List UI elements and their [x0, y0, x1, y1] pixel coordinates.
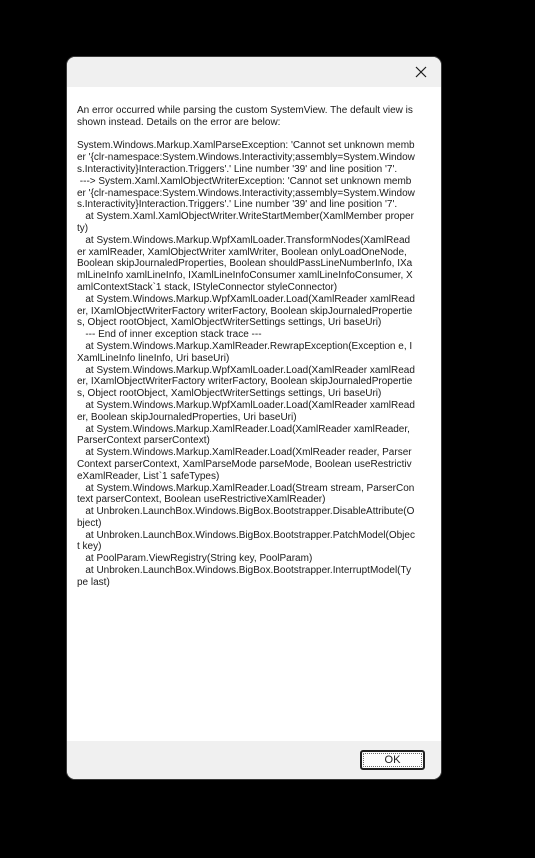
dialog-footer: [67, 741, 441, 779]
error-message: An error occurred while parsing the custom SystemView. The default view is shown instead. Details on the error are below: System.Windows.Markup.XamlParseException: 'Cannot set unknown member '{clr-namespace:System.Windows.Interactivity;assembly=System.Windows.Interactivity}Interaction.Triggers'.' Line number '39' and line position '7'. ---> System.Xaml.XamlObjectWriterException: 'Cannot set unknown member '{clr-namespace:System.Windows.Interactivity;assembly=System.Windows.Interactivity}Interaction.Triggers'.' Line number '39' and line position '7'. at System.Xaml.XamlObjectWriter.WriteStartMember(XamlMember property) at System.Windows.Markup.WpfXamlLoader.TransformNodes(XamlReader xamlReader, XamlObjectWriter xamlWriter, Boolean onlyLoadOneNode, Boolean skipJournaledProperties, Boolean shouldPassLineNumberInfo, IXamlLineInfo xamlLineInfo, IXamlLineInfoConsumer xamlLineInfoConsumer, XamlContextStack`1 stack, IStyleConnector styleConnector) at System.Windows.Markup.WpfXamlLoader.Load(XamlReader xamlReader, IXamlObjectWriterFactory writerFactory, Boolean skipJournaledProperties, Object rootObject, XamlObjectWriterSettings settings, Uri baseUri) --- End of inner exception stack trace --- at System.Windows.Markup.XamlReader.RewrapException(Exception e, IXamlLineInfo lineInfo, Uri baseUri) at System.Windows.Markup.WpfXamlLoader.Load(XamlReader xamlReader, IXamlObjectWriterFactory writerFactory, Boolean skipJournaledProperties, Object rootObject, XamlObjectWriterSettings settings, Uri baseUri) at System.Windows.Markup.WpfXamlLoader.Load(XamlReader xamlReader, Boolean skipJournaledProperties, Uri baseUri) at System.Windows.Markup.XamlReader.Load(XamlReader xamlReader, ParserContext parserContext) at System.Windows.Markup.XamlReader.Load(XmlReader reader, ParserContext parserContext, XamlParseMode parseMode, Boolean useRestrictiveXamlReader, List`1 safeTypes) at System.Windows.Markup.XamlReader.Load(Stream stream, ParserContext parserContext, Boolean useRestrictiveXamlReader) at Unbroken.LaunchBox.Windows.BigBox.Bootstrapper.DisableAttribute(Object) at Unbroken.LaunchBox.Windows.BigBox.Bootstrapper.PatchModel(Object key) at PoolParam.ViewRegistry(String key, PoolParam) at Unbroken.LaunchBox.Windows.BigBox.Bootstrapper.InterruptModel(Type last): [77, 105, 415, 588]
dialog-content: [67, 87, 441, 741]
error-dialog: [67, 57, 441, 779]
dialog-titlebar: [67, 57, 441, 87]
close-icon: [415, 66, 427, 78]
close-button[interactable]: [407, 60, 435, 84]
ok-button[interactable]: OK: [360, 750, 425, 770]
